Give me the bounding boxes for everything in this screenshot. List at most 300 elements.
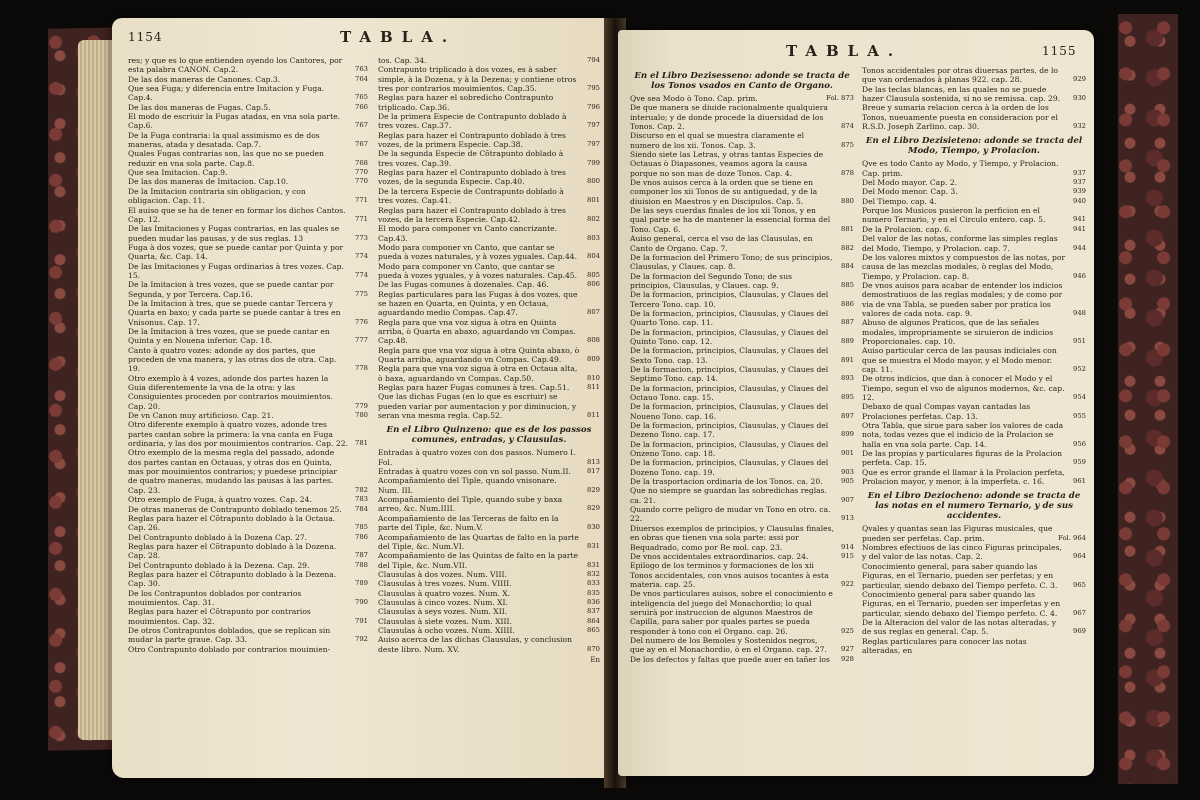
toc-entry-title: Auiso acerca de las dichas Clausulas, y conclusion deste libro. Num. XV. — [378, 635, 572, 654]
toc-entry — [128, 280, 368, 299]
toc-entry — [630, 150, 854, 178]
toc-entry-title: De la Prolacion. cap. 6. — [862, 224, 952, 234]
toc-entry — [862, 103, 1086, 131]
toc-entry-title: Otro diferente exemplo à quatro vozes, adonde tres partes cantan sobre la primera: la vna canta en Fuga ordinaria, y las dos por mouimientos contrarios. Cap. 22. — [128, 420, 348, 449]
toc-entry-folio: 764 — [355, 74, 368, 83]
toc-entry — [630, 561, 854, 589]
toc-entry — [630, 552, 854, 561]
toc-entry — [378, 56, 600, 65]
toc-entry-title: Contrapunto triplicado à dos vozes, es à saber simple, à la Dozena, y à la Dezena; y contiene otros tres por contrarios mouimientos. Cap.35. — [378, 65, 577, 94]
toc-entry-title: Clausulas à tres vozes. Num. VIIII. — [378, 579, 512, 589]
toc-entry-title: De los defectos y faltas que puede auer en tañer los — [630, 654, 830, 664]
toc-entry-folio: 899 — [841, 430, 854, 439]
toc-entry-title: Reglas para hazer el Cõtrapunto por contrarios mouimientos. Cap. 32. — [128, 607, 311, 626]
toc-entry — [630, 524, 854, 552]
toc-entry-title: Reglas para hazer el Cõtrapunto doblado à la Dezena. Cap. 30. — [128, 569, 337, 589]
toc-entry — [630, 505, 854, 524]
toc-entry-title: De otros Contrapuntos doblados, que se replican sin mudar la parte graue. Cap. 33. — [128, 625, 331, 645]
toc-entry-title: De otros indicios, que dan à conocer el Modo y el Tiempo, segun el vso de algunos modernos, &c. cap. 12. — [862, 374, 1065, 402]
right-running-title: TABLA. — [786, 42, 903, 60]
toc-entry — [378, 149, 600, 168]
toc-entry — [378, 533, 600, 552]
toc-entry — [128, 177, 368, 186]
toc-entry-folio: 787 — [355, 551, 368, 560]
toc-entry-title: Otro Contrapunto doblado por contrarios mouimien- — [128, 644, 331, 654]
toc-entry — [862, 449, 1086, 468]
right-running-head — [618, 30, 1094, 70]
toc-entry-folio: 882 — [841, 243, 854, 252]
toc-entry — [378, 280, 600, 289]
toc-entry-folio: 807 — [587, 308, 600, 317]
toc-entry-title: Qvales y quantas sean las Figuras musicales, que pueden ser perfetas. Cap. prim. — [862, 524, 1053, 543]
toc-entry — [630, 290, 854, 309]
toc-entry-title: De la formacion del Primero Tono; de sus principios, Clausulas, y Claues. cap. 8. — [630, 252, 833, 272]
toc-entry-folio: 770 — [355, 168, 368, 177]
toc-entry — [378, 65, 600, 93]
toc-entry-folio: 801 — [587, 196, 600, 205]
toc-entry — [378, 131, 600, 150]
toc-entry-folio: 810 — [587, 373, 600, 382]
toc-entry-title: De las dos maneras de Imitacion. Cap.10. — [128, 177, 289, 187]
toc-entry-title: De la trasportacion ordinaria de los Tonos. ca. 20. — [630, 477, 823, 487]
toc-entry — [378, 467, 600, 476]
toc-entry-folio: 952 — [1073, 364, 1086, 373]
toc-entry-folio: 929 — [1073, 75, 1086, 84]
toc-entry-title: res; y que es lo que entienden oyendo los Cantores, por esta palabra CANON. Cap.2. — [128, 56, 343, 75]
toc-entry-folio: 788 — [355, 560, 368, 569]
toc-entry-folio: 804 — [587, 252, 600, 261]
toc-entry-folio: 785 — [355, 523, 368, 532]
toc-entry-title: Abuso de algunos Praticos, que de las señales modales, impropriamente se siruieron de indicios Proporcionales. cap. 10. — [862, 318, 1054, 346]
toc-entry-title: Breue y sumaria relacion cerca à la orden de los Tonos, nueuamente puesta en consideracion por el R.S.D. Joseph Zarlino. cap. 30. — [862, 103, 1058, 132]
toc-entry-title: De las Fugas comunes à dozenales. Cap. 46. — [378, 280, 549, 290]
toc-entry-folio: 778 — [355, 364, 368, 373]
toc-entry-title: Conocimiento general para saber quando las Figuras, en el Ternario, pueden ser imperfetas y en particular, siendo debaxo del Tiempo perfeto. C. 4. — [862, 589, 1061, 618]
toc-entry — [378, 206, 600, 225]
toc-entry-title: De las dos maneras de Canones. Cap.3. — [128, 74, 281, 84]
toc-entry-folio: 775 — [355, 289, 368, 298]
toc-entry-folio: 884 — [841, 262, 854, 271]
toc-entry — [378, 476, 600, 495]
toc-entry — [862, 281, 1086, 318]
toc-entry-title: Reglas particulares para las Fugas à dos vozes, que se hazen en Quarta, en Quinta, y en Octaua, aguardando medio Compas. Cap.47. — [378, 289, 578, 318]
toc-entry-folio: 897 — [841, 411, 854, 420]
toc-entry-folio: 803 — [587, 233, 600, 242]
toc-entry — [630, 486, 854, 505]
left-running-head — [112, 18, 612, 58]
toc-entry-folio: 905 — [841, 477, 854, 486]
toc-entry-folio: 767 — [355, 121, 368, 130]
toc-entry-folio: 948 — [1073, 308, 1086, 317]
toc-entry-folio: 964 — [1073, 552, 1086, 561]
toc-entry-folio: 886 — [841, 299, 854, 308]
toc-entry-folio: 913 — [841, 514, 854, 523]
toc-entry-folio: 817 — [587, 467, 600, 476]
left-page — [112, 18, 612, 778]
right-page-number: 1155 — [1042, 44, 1077, 58]
toc-entry-title: Auiso particular cerca de las pausas indiciales con que se muestra el Modo mayor, y el Modo menor. cap. 11. — [862, 346, 1057, 374]
toc-entry-title: Diuersos exemplos de principios, y Clausulas finales, en obras que tienen vna sola parte: assi por Bequadrado, como por Be mol. cap. 23. — [630, 523, 834, 552]
toc-entry — [378, 598, 600, 607]
toc-entry-title: De la formacion, principios, Clausulas, y Claues del Dezeno Tono. cap. 17. — [630, 421, 829, 440]
toc-entry-title: Que las dichas Fugas (en lo que es escriuir) se pueden variar por aumentacion y por diminucion, y seran vna mesma regla. Cap.52. — [378, 392, 577, 421]
toc-entry-folio: 874 — [841, 122, 854, 131]
toc-entry — [128, 411, 368, 420]
toc-entry-folio: 927 — [841, 645, 854, 654]
toc-entry — [862, 402, 1086, 421]
toc-entry-title: Del numero de los Bemoles y Sostenidos negros, que ay en el Monachordio, ò en el Organo. cap. 27. — [630, 635, 827, 655]
toc-entry-title: De vn Canon muy artificioso. Cap. 21. — [128, 411, 274, 421]
toc-entry-folio: 808 — [587, 336, 600, 345]
toc-entry-title: El modo para componer vn Canto cancrizante. Cap.43. — [378, 224, 558, 243]
toc-entry-title: De la Fuga contraria: la qual assimismo es de dos maneras, atada y desatada. Cap.7. — [128, 130, 320, 150]
toc-entry-folio: 765 — [355, 93, 368, 102]
toc-entry — [630, 103, 854, 131]
toc-entry-folio: 915 — [841, 551, 854, 560]
toc-entry — [630, 384, 854, 403]
toc-entry-folio: 969 — [1073, 627, 1086, 636]
toc-entry — [630, 458, 854, 477]
toc-entry-folio: 903 — [841, 467, 854, 476]
right-column-1 — [630, 66, 854, 664]
toc-entry-folio: 956 — [1073, 439, 1086, 448]
toc-entry-folio: 811 — [587, 411, 600, 420]
toc-entry-title: De las dos maneras de Fugas. Cap.5. — [128, 102, 271, 112]
toc-entry-folio: 930 — [1073, 94, 1086, 103]
toc-entry — [128, 514, 368, 533]
toc-entry-folio: 880 — [841, 196, 854, 205]
toc-entry-title: De la formacion, principios, Clausulas, y Claues del Octauo Tono. cap. 15. — [630, 383, 829, 402]
toc-entry-folio: 829 — [587, 504, 600, 513]
toc-entry — [128, 626, 368, 645]
toc-entry-folio: 881 — [841, 224, 854, 233]
toc-entry-title: Del Contrapunto doblado à la Dozena Cap. 27. — [128, 532, 308, 542]
toc-entry-title: Reglas para hazer el sobredicho Contrapunto triplicado. Cap.36. — [378, 93, 554, 112]
toc-entry-folio: 940 — [1073, 196, 1086, 205]
toc-entry — [378, 112, 600, 131]
toc-entry — [128, 187, 368, 206]
toc-entry — [378, 318, 600, 346]
toc-entry-folio: 768 — [355, 158, 368, 167]
toc-entry-title: De la primera Especie de Contrapunto doblado à tres vozes. Cap.37. — [378, 112, 567, 131]
toc-entry-folio: 792 — [355, 635, 368, 644]
toc-entry-title: Quando corre peligro de mudar vn Tono en otro. ca. 22. — [630, 505, 831, 524]
toc-entry-title: De vnos accidentales extraordinarios. cap. 24. — [630, 551, 809, 561]
toc-entry-title: De otras maneras de Contrapunto doblado tenemos 25. — [128, 504, 342, 514]
toc-entry-folio: 781 — [355, 439, 368, 448]
toc-entry — [128, 206, 368, 225]
toc-entry-title: Acompañamiento de las Quintas de falto en la parte del Tiple, &c. Num.VII. — [378, 551, 579, 570]
toc-entry — [378, 607, 600, 616]
toc-entry-folio: 954 — [1073, 393, 1086, 401]
toc-entry — [128, 224, 368, 243]
toc-entry-folio: 907 — [841, 495, 854, 504]
toc-entry-folio: 922 — [841, 579, 854, 588]
toc-entry-folio: 925 — [841, 626, 854, 635]
toc-entry-folio: 802 — [587, 214, 600, 223]
toc-entry-folio: 829 — [587, 485, 600, 494]
toc-entry-folio: 878 — [841, 168, 854, 177]
toc-entry — [862, 421, 1086, 449]
toc-entry-title: Del Tiempo. cap. 4. — [862, 196, 937, 206]
toc-entry-title: Reglas para hazer el Contrapunto doblado à tres vozes, de la segunda Especie. Cap.40. — [378, 168, 566, 187]
right-page — [618, 30, 1094, 776]
toc-entry — [862, 206, 1086, 225]
toc-entry — [630, 178, 854, 206]
toc-entry-folio: 791 — [355, 616, 368, 625]
toc-entry-folio: 786 — [355, 532, 368, 541]
toc-entry — [630, 440, 854, 459]
toc-entry — [862, 225, 1086, 234]
toc-entry-folio: 771 — [355, 196, 368, 205]
toc-entry — [378, 290, 600, 318]
toc-entry-title: Reglas para hazer el Cõtrapunto doblado à la Dozena. Cap. 28. — [128, 541, 337, 561]
toc-entry-folio: 928 — [841, 654, 854, 663]
toc-entry-folio: 944 — [1073, 243, 1086, 252]
toc-entry-folio: 939 — [1073, 187, 1086, 196]
toc-entry-folio: 763 — [355, 65, 368, 74]
toc-entry-title: Reglas particulares para conocer las notas alteradas, en — [862, 636, 1027, 655]
toc-entry — [128, 75, 368, 84]
toc-entry-title: De la segunda Especie de Cõtrapunto doblado à tres vozes. Cap.39. — [378, 149, 564, 168]
toc-entry-folio: 773 — [355, 233, 368, 242]
toc-entry-folio: 965 — [1073, 580, 1086, 589]
toc-entry — [128, 561, 368, 570]
toc-entry-title: Que sea Imitacion. Cap.9. — [128, 168, 228, 178]
toc-entry — [862, 590, 1086, 618]
toc-entry-folio: 774 — [355, 252, 368, 261]
toc-entry — [378, 514, 600, 533]
section-heading-libro-deziocheno: En el Libro Deziocheno: adonde se tracta de las notas en el numero Ternario, y de sus accidentes. — [867, 491, 1081, 522]
toc-entry-title: tos. Cap. 34. — [378, 56, 427, 65]
toc-entry-title: De la Alteracion del valor de las notas alteradas, y de sus reglas en general. Cap. 5. — [862, 617, 1057, 637]
toc-entry-folio: 789 — [355, 579, 368, 588]
toc-entry-folio: 797 — [587, 140, 600, 149]
toc-entry-title: Reglas para hazer el Cõtrapunto doblado à la Octaua. Cap. 26. — [128, 513, 336, 533]
toc-entry — [378, 187, 600, 206]
toc-entry-folio: 770 — [355, 177, 368, 186]
toc-entry-title: De la formacion, principios, Clausulas, y Claues del Noueno Tono. cap. 16. — [630, 402, 829, 421]
toc-entry — [378, 224, 600, 243]
toc-entry — [128, 327, 368, 346]
toc-entry — [862, 468, 1086, 487]
toc-entry — [128, 56, 368, 75]
toc-entry-title: Canto à quatro vozes: adonde ay dos partes, que proceden de vna manera, y las otras dos de otra. Cap. 19. — [128, 345, 337, 374]
toc-entry-title: Clausulas à dos vozes. Num. VIII. — [378, 569, 507, 579]
toc-entry-folio: 951 — [1073, 336, 1086, 345]
toc-entry-title: De las propias y particulares figuras de la Prolacion perfeta. Cap. 15. — [862, 449, 1063, 468]
toc-entry-title: De la tercera Especie de Contrapunto doblado à tres vozes. Cap.41. — [378, 186, 564, 206]
toc-entry-folio: 895 — [841, 393, 854, 401]
toc-entry — [128, 103, 368, 112]
toc-entry-title: Clausulas à seys vozes. Num. XII. — [378, 607, 508, 617]
toc-entry-folio: 885 — [841, 280, 854, 289]
toc-entry — [378, 570, 600, 579]
toc-entry-title: Del Modo menor. Cap. 3. — [862, 187, 958, 197]
toc-entry-folio: 809 — [587, 355, 600, 363]
toc-entry-title: Modo para componer vn Canto, que cantar se pueda à vozes yguales, y à vozes naturales. Cap.45. — [378, 261, 578, 280]
toc-entry-title: Entradas à quatro vozes con vn sol passo. Num.II. — [378, 467, 571, 477]
toc-entry — [630, 589, 854, 636]
toc-entry-folio: 795 — [587, 84, 600, 93]
toc-entry — [862, 234, 1086, 253]
toc-entry — [128, 262, 368, 281]
toc-entry-folio: 870 — [587, 644, 600, 653]
toc-entry-folio: 774 — [355, 270, 368, 279]
toc-entry-folio: 806 — [587, 280, 600, 289]
toc-entry — [378, 383, 600, 392]
toc-entry — [630, 421, 854, 440]
toc-entry — [128, 607, 368, 626]
toc-entry-folio: 767 — [355, 140, 368, 149]
left-page-number: 1154 — [128, 30, 163, 44]
toc-entry-folio: 937 — [1073, 178, 1086, 187]
toc-entry-folio: 805 — [587, 270, 600, 279]
toc-entry-title: Otro exemplo de Fuga, à quatro vozes. Cap. 24. — [128, 495, 312, 505]
toc-entry-title: Acompañamiento de las Terceras de falto en la parte del Tiple, &c. Num.V. — [378, 513, 559, 533]
toc-entry — [630, 253, 854, 272]
toc-entry-title: De la formacion del Segundo Tono; de sus principios, Clausulas, y Claues. cap. 9. — [630, 271, 792, 290]
toc-entry-folio: 780 — [355, 411, 368, 420]
toc-entry — [862, 187, 1086, 196]
toc-entry-title: De la Imitacion à tres vozes, que se puede cantar en Quinta y en Nouena inferior. Cap. 18. — [128, 326, 330, 346]
toc-entry — [128, 542, 368, 561]
toc-entry-title: De las Imitaciones y Fugas contrarias, en las quales se pueden mudar las pausas, y de sus reglas. 13 — [128, 224, 340, 243]
toc-entry — [378, 168, 600, 187]
toc-entry-title: Reglas para hazer el Contrapunto doblado à tres vozes, de la primera Especie. Cap.38. — [378, 130, 566, 150]
section-heading-libro-dezisieteno: En el Libro Dezisieteno: adonde se tracta del Modo, Tiempo, y Prolacion. — [865, 136, 1083, 157]
toc-entry — [378, 589, 600, 598]
toc-entry — [630, 206, 854, 234]
toc-entry — [862, 637, 1086, 656]
toc-entry-title: Debaxo de qual Compas vayan cantadas las Prolaciones perfetas. Cap. 13. — [862, 402, 1031, 421]
toc-entry-title: El auiso que se ha de tener en formar los dichos Cantos. Cap. 12. — [128, 205, 346, 224]
toc-entry-title: Auiso general, cerca el vso de las Clausulas, en Canto de Organo. Cap. 7. — [630, 234, 813, 253]
toc-entry-folio: 831 — [587, 560, 600, 569]
toc-entry-title: De la formacion, principios, Clausulas, y Claues del Quarto Tono. cap. 11. — [630, 308, 829, 328]
toc-entry-title: Regla para que vna voz sigua à otra en Octaua alta, ò baxa, aguardando vn Compas. Cap.50. — [378, 364, 578, 383]
toc-entry — [630, 328, 854, 347]
toc-entry — [128, 420, 368, 448]
toc-entry-title: Otro exemplo à 4 vozes, adonde dos partes hazen la Guia diferentemente la vna de la otra: y las Consiguientes proceden por contrarios mouimientos. Cap. 20. — [128, 373, 333, 411]
toc-entry-folio: 961 — [1073, 477, 1086, 486]
toc-entry-folio: 937 — [1073, 168, 1086, 177]
toc-entry-folio: 833 — [587, 579, 600, 588]
toc-entry-folio: 955 — [1073, 411, 1086, 420]
left-column-1 — [128, 56, 368, 654]
toc-entry-folio: 783 — [355, 495, 368, 504]
toc-entry-title: De las Imitaciones y Fugas ordinarias à tres vozes. Cap. 15. — [128, 261, 344, 280]
toc-entry — [630, 131, 854, 150]
toc-entry-folio: 941 — [1073, 215, 1086, 224]
toc-entry — [128, 149, 368, 168]
right-column-2 — [862, 66, 1086, 655]
toc-entry-title: Modo para componer vn Canto, que cantar se pueda à vozes naturales, y à vozes yguales. Cap.44. — [378, 242, 578, 262]
toc-entry — [630, 309, 854, 328]
toc-entry — [862, 618, 1086, 637]
toc-entry-folio: 766 — [355, 102, 368, 111]
toc-entry-folio: 959 — [1073, 458, 1086, 467]
toc-entry — [128, 168, 368, 177]
toc-entry-title: De la formacion, principios, Clausulas, y Claues del Tercero Tono. cap. 10. — [630, 290, 829, 309]
toc-entry-title: Regla para que vna voz sigua à otra en Quinta arriba, ò Quarta en abaxo, aguardando vn Compas. Cap.48. — [378, 317, 576, 346]
toc-entry — [862, 159, 1086, 178]
toc-entry-folio: 889 — [841, 336, 854, 345]
toc-entry-title: Siendo siete las Letras, y otras tantas Especies de Octauas ò Diapasones, veamos agora la causa porque no son mas de doze Tonos. Cap. 4. — [630, 150, 824, 178]
left-column-2 — [378, 56, 600, 665]
toc-entry-title: Otra Tabla, que sirue para saber los valores de cada nota, todas vezes que el indicio de la Prolacion se halla en vna sola parte. Cap. 14. — [862, 421, 1064, 449]
toc-entry — [862, 178, 1086, 187]
toc-entry — [862, 524, 1086, 543]
toc-entry — [128, 589, 368, 608]
toc-entry — [862, 346, 1086, 374]
toc-entry-folio: 776 — [355, 317, 368, 326]
toc-entry — [862, 374, 1086, 402]
toc-entry — [630, 346, 854, 365]
toc-entry-title: De los valores mixtos y compuestos de las notas, por causa de las mezclas modales, ò reglas del Modo, Tiempo, y Prolacion. cap. 8. — [862, 252, 1066, 281]
toc-entry-title: Nombres efectiuos de las cinco Figuras principales, y del valor de las notas. Cap. 2. — [862, 543, 1062, 562]
toc-entry-title: De la formacion, principios, Clausulas, y Claues del Onzeno Tono. cap. 18. — [630, 439, 829, 459]
toc-entry-title: De la Imitacion contraria sin obligacion, y con obligacion. Cap. 11. — [128, 186, 306, 206]
toc-entry-title: Qve es todo Canto ay Modo, y Tiempo, y Prolacion. Cap. prim. — [862, 159, 1059, 178]
toc-entry — [378, 617, 600, 626]
toc-entry-folio: 946 — [1073, 271, 1086, 280]
toc-entry-title: Que es error grande el llamar à la Prolacion perfeta, Prolacion mayor, y menor, à la imperfeta. c. 16. — [862, 467, 1065, 487]
toc-entry-folio: 864 — [587, 616, 600, 625]
toc-entry-folio: Fol. 873 — [826, 94, 854, 102]
toc-entry-title: Del Modo mayor. Cap. 2. — [862, 178, 958, 188]
toc-entry-title: Clausulas à ocho vozes. Num. XIIII. — [378, 625, 515, 635]
toc-entry-title: Reglas para hazer Fugas comunes à tres. Cap.51. — [378, 383, 570, 393]
toc-entry-title: De las teclas blancas, en las quales no se puede hazer Clausula sostenida, si no se remissa. cap. 29. — [862, 84, 1061, 104]
toc-entry-folio: 941 — [1073, 224, 1086, 233]
catchword: En — [590, 655, 600, 664]
toc-entry — [630, 272, 854, 291]
toc-entry-folio: 779 — [355, 401, 368, 410]
toc-entry-title: Otro exemplo de la mesma regla del passado, adonde dos partes cantan en Octauas, y otras dos en Quinta, mas por mouimientos contrarios; y puedese principiar de quatro maneras, mudando las pausas à las partes. Cap. 23. — [128, 448, 338, 495]
toc-entry-folio: 893 — [841, 374, 854, 383]
toc-entry-folio: 836 — [587, 597, 600, 606]
toc-entry-title: Del valor de las notas, conforme las simples reglas del Modo, Tiempo, y Prolacion. cap. 7. — [862, 234, 1058, 253]
toc-entry-folio: 891 — [841, 355, 854, 364]
section-heading-libro-quinzeno: En el Libro Quinzeno: que es de los passos comunes, entradas, y Clausulas. — [386, 425, 592, 446]
toc-entry-folio: 800 — [587, 177, 600, 186]
toc-entry-title: Que no siempre se guardan las sobredichas reglas. ca. 21. — [630, 486, 827, 505]
toc-entry-title: Entradas à quatro vozes con dos passos. Numero I. Fol. — [378, 448, 576, 467]
toc-entry-title: Discurso en el qual se muestra claramente el numero de los xii. Tonos. Cap. 3. — [630, 131, 805, 150]
toc-entry — [862, 318, 1086, 346]
toc-entry-title: De que manera se diuide racionalmente qualquiera interualo; y de donde procede la diuersidad de los Tonos. Cap. 2. — [630, 103, 828, 132]
toc-entry-title: De vnos auisos cerca à la orden que se tiene en componer los xii Tonos de su antiguedad, y de la diuision en Maestros y en Discipulos. Cap. 5. — [630, 178, 818, 206]
toc-entry — [128, 533, 368, 542]
toc-entry — [128, 112, 368, 131]
toc-entry — [862, 543, 1086, 562]
toc-entry-folio: 875 — [841, 140, 854, 149]
toc-entry — [630, 636, 854, 655]
toc-entry — [378, 392, 600, 420]
toc-entry — [378, 579, 600, 588]
toc-entry-folio: 830 — [587, 523, 600, 532]
toc-entry — [378, 448, 600, 467]
toc-entry — [378, 495, 600, 514]
toc-entry-folio: 932 — [1073, 122, 1086, 131]
toc-entry-folio: 813 — [587, 457, 600, 466]
toc-entry — [128, 448, 368, 495]
toc-entry-folio: 799 — [587, 158, 600, 167]
toc-entry-title: Conocimiento general, para saber quando las Figuras, en el Ternario, pueden ser perfetas; y en particular, siendo debaxo del Tiempo perfeto. C. 3. — [862, 561, 1058, 590]
toc-entry-title: Qve sea Modo ò Tono. Cap. prim. — [630, 94, 758, 103]
toc-entry-title: De la formacion, principios, Clausulas, y Claues del Quinto Tono. cap. 12. — [630, 327, 829, 346]
